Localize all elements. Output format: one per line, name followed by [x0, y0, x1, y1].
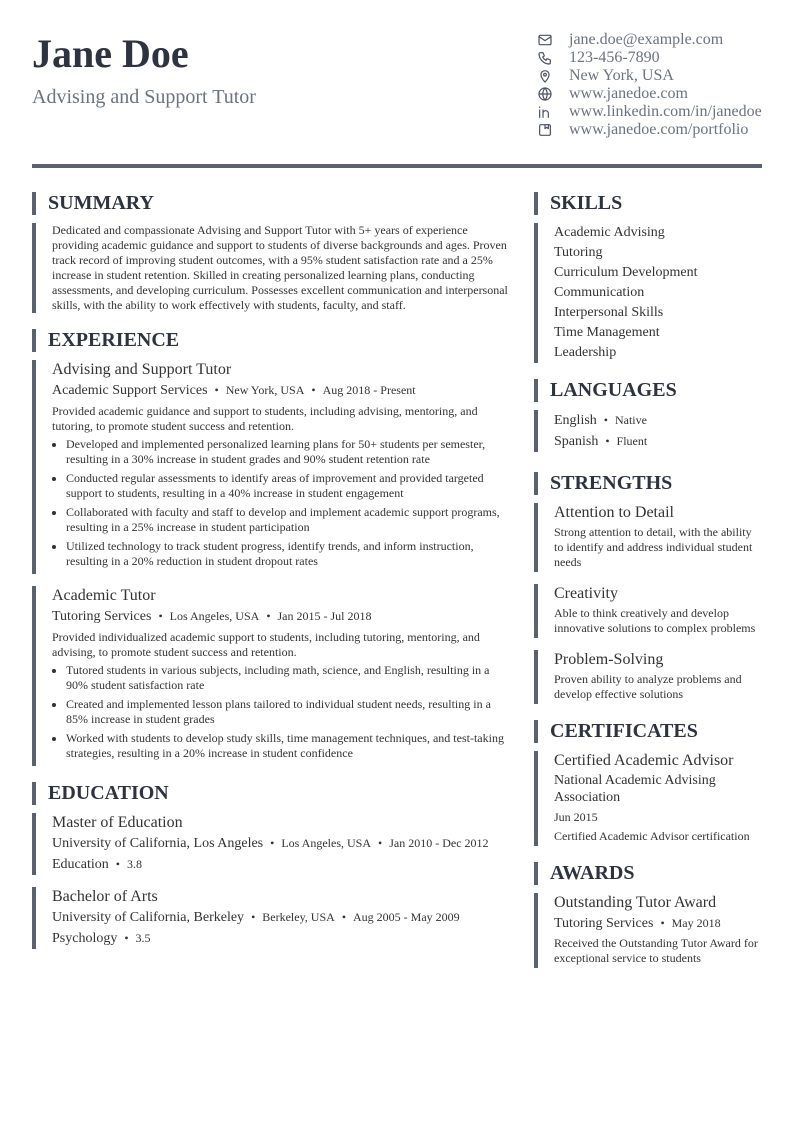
certificate-entry: [534, 751, 762, 846]
language-name: Spanish: [554, 434, 599, 449]
separator-dot: •: [341, 910, 347, 924]
education-school: University of California, Berkeley: [52, 910, 245, 925]
contact-website[interactable]: [536, 85, 762, 103]
certificate-date: Jun 2015: [554, 810, 598, 824]
job-dates: Jan 2015 - Jul 2018: [277, 609, 372, 623]
education-location: Los Angeles, USA: [281, 836, 372, 850]
job-bullet: • Created and implemented lesson plans tailored to individual student needs, resulting in a 85% increase in student grades: [66, 697, 512, 727]
contact-website-text: www.janedoe.com: [569, 85, 688, 102]
job-dates: Aug 2018 - Present: [322, 383, 416, 397]
strength-title: Problem-Solving: [554, 651, 664, 668]
job-description: Provided individualized academic support to students, including tutoring, mentoring, and advising, to promote student success and retention.: [52, 630, 480, 659]
languages-list: [534, 410, 762, 452]
separator-dot: •: [270, 836, 275, 850]
separator-dot: •: [266, 609, 271, 623]
separator-dot: •: [251, 910, 256, 924]
education-field: Psychology: [52, 931, 118, 946]
education-gpa: 3.8: [126, 857, 142, 871]
job-bullet: • Developed and implemented personalized learning plans for 50+ students per semester, resulting in a 30% increase in student grades and 90% student retention rate: [66, 437, 512, 467]
contact-email-text: jane.doe@example.com: [569, 31, 724, 48]
job-meta: [52, 607, 512, 626]
job-location: Los Angeles, USA: [169, 609, 260, 623]
strength-entry: [534, 584, 762, 638]
job-bullet: • Collaborated with faculty and staff to develop and implement academic support programs, resulting in a 25% increase in student participation: [66, 505, 512, 535]
experience-heading: EXPERIENCE: [32, 329, 512, 352]
separator-dot: •: [660, 916, 665, 930]
education-dates: Aug 2005 - May 2009: [353, 910, 460, 924]
location-icon: [536, 68, 553, 85]
left-column: [32, 192, 512, 965]
award-entry: [534, 893, 762, 968]
job-bullet: • Tutored students in various subjects, including math, science, and English, resulting in a 90% student satisfaction rate: [66, 663, 512, 693]
education-heading: EDUCATION: [32, 782, 512, 805]
contact-phone[interactable]: [536, 49, 762, 67]
language-level: Fluent: [616, 434, 648, 448]
education-degree: Bachelor of Arts: [52, 888, 158, 905]
phone-icon: [536, 50, 553, 67]
job-role: Advising and Support Tutor: [52, 361, 232, 378]
skill-item: Academic Advising: [554, 225, 665, 240]
summary-text: Dedicated and compassionate Advising and Support Tutor with 5+ years of experience providing academic guidance and support to students of diverse backgrounds and ages. Proven track record of improving student outcomes, with a 95% student satisfaction rate and a 25% increase in student retention. Skilled in creating personalized learning plans, conducting assessments, and developing curriculum. Possesses excellent communication and interpersonal skills, with the ability to work effectively with students, faculty, and staff.: [32, 223, 512, 313]
skills-section: [534, 192, 762, 363]
strengths-heading: STRENGTHS: [534, 472, 762, 495]
award-date: May 2018: [671, 916, 721, 930]
strengths-section: [534, 472, 762, 704]
job-entry: [32, 586, 512, 766]
strength-entry: [534, 503, 762, 572]
job-bullet: • Conducted regular assessments to identify areas of improvement and provided targeted support to students, resulting in a 40% increase in student engagement: [66, 471, 512, 501]
certificates-heading: CERTIFICATES: [534, 720, 762, 743]
job-entry: [32, 360, 512, 574]
education-degree: Master of Education: [52, 814, 183, 831]
globe-icon: [536, 86, 553, 103]
summary-heading: SUMMARY: [32, 192, 512, 215]
candidate-headline: Advising and Support Tutor: [32, 86, 256, 108]
strength-desc: Able to think creatively and develop innovative solutions to complex problems: [554, 606, 756, 635]
skill-item: Communication: [554, 285, 645, 300]
summary-section: [32, 192, 512, 313]
job-bullet: • Utilized technology to track student progress, identify trends, and inform instruction, resulting in a 20% reduction in student dropout rates: [66, 539, 512, 569]
language-name: English: [554, 413, 597, 428]
contact-portfolio-text: www.janedoe.com/portfolio: [569, 121, 749, 138]
award-org: Tutoring Services: [554, 916, 654, 931]
right-column: [534, 192, 762, 984]
contact-email[interactable]: [536, 31, 762, 49]
job-org: Tutoring Services: [52, 609, 152, 624]
language-level: Native: [614, 413, 647, 427]
education-gpa: 3.5: [135, 931, 151, 945]
certificate-org: National Academic Advising Association: [554, 773, 716, 805]
contact-list: [536, 31, 762, 139]
education-entry: [32, 813, 512, 875]
separator-dot: •: [214, 383, 219, 397]
skills-heading: SKILLS: [534, 192, 762, 215]
job-bullet: • Worked with students to develop study skills, time management techniques, and test-taking strategies, resulting in a 20% increase in student confidence: [66, 731, 512, 761]
header-divider: [32, 164, 762, 168]
education-field-line: [52, 929, 512, 948]
experience-section: [32, 329, 512, 766]
strength-desc: Strong attention to detail, with the ability to identify and address individual student needs: [554, 525, 753, 569]
resume-header: [32, 30, 762, 145]
contact-location: [536, 67, 762, 85]
contact-linkedin[interactable]: [536, 103, 762, 121]
languages-heading: LANGUAGES: [534, 379, 762, 402]
job-description: Provided academic guidance and support to students, including advising, mentoring, and tutoring, to promote student success and retention.: [52, 404, 478, 433]
language-item: [554, 410, 762, 431]
job-location: New York, USA: [225, 383, 305, 397]
award-meta: [554, 914, 762, 933]
certificate-title: Certified Academic Advisor: [554, 752, 734, 769]
separator-dot: •: [124, 931, 129, 945]
certificates-section: [534, 720, 762, 846]
separator-dot: •: [158, 609, 163, 623]
education-entry: [32, 887, 512, 949]
contact-portfolio[interactable]: [536, 121, 762, 139]
language-item: [554, 431, 762, 452]
education-school: University of California, Los Angeles: [52, 836, 264, 851]
mail-icon: [536, 32, 553, 49]
contact-location-text: New York, USA: [569, 67, 674, 84]
strength-title: Creativity: [554, 585, 618, 602]
candidate-name: Jane Doe: [32, 31, 189, 76]
education-location: Berkeley, USA: [262, 910, 335, 924]
certificate-desc: Certified Academic Advisor certification: [554, 829, 750, 843]
job-bullets: [52, 663, 512, 761]
contact-linkedin-text: www.linkedin.com/in/janedoe: [569, 103, 762, 120]
strength-title: Attention to Detail: [554, 504, 674, 521]
separator-dot: •: [115, 857, 120, 871]
portfolio-icon: [536, 122, 553, 139]
award-desc: Received the Outstanding Tutor Award for exceptional service to students: [554, 936, 758, 965]
education-field-line: [52, 855, 512, 874]
education-section: [32, 782, 512, 949]
job-bullets: [52, 437, 512, 569]
separator-dot: •: [311, 383, 316, 397]
education-meta: [52, 834, 512, 853]
skill-item: Interpersonal Skills: [554, 305, 664, 320]
skill-item: Time Management: [554, 325, 660, 340]
separator-dot: •: [603, 413, 608, 427]
awards-section: [534, 862, 762, 968]
skill-item: Tutoring: [554, 245, 603, 260]
skill-item: Leadership: [554, 345, 617, 360]
job-org: Academic Support Services: [52, 383, 208, 398]
job-role: Academic Tutor: [52, 587, 156, 604]
education-meta: [52, 908, 512, 927]
linkedin-icon: [536, 104, 553, 121]
strength-desc: Proven ability to analyze problems and develop effective solutions: [554, 672, 742, 701]
strength-entry: [534, 650, 762, 704]
education-field: Education: [52, 857, 109, 872]
awards-heading: AWARDS: [534, 862, 762, 885]
skill-item: Curriculum Development: [554, 265, 698, 280]
education-dates: Jan 2010 - Dec 2012: [389, 836, 489, 850]
separator-dot: •: [605, 434, 610, 448]
skills-list: [534, 223, 762, 363]
languages-section: [534, 379, 762, 452]
job-meta: [52, 381, 512, 400]
separator-dot: •: [378, 836, 383, 850]
award-title: Outstanding Tutor Award: [554, 894, 717, 911]
contact-phone-text: 123-456-7890: [569, 49, 660, 66]
